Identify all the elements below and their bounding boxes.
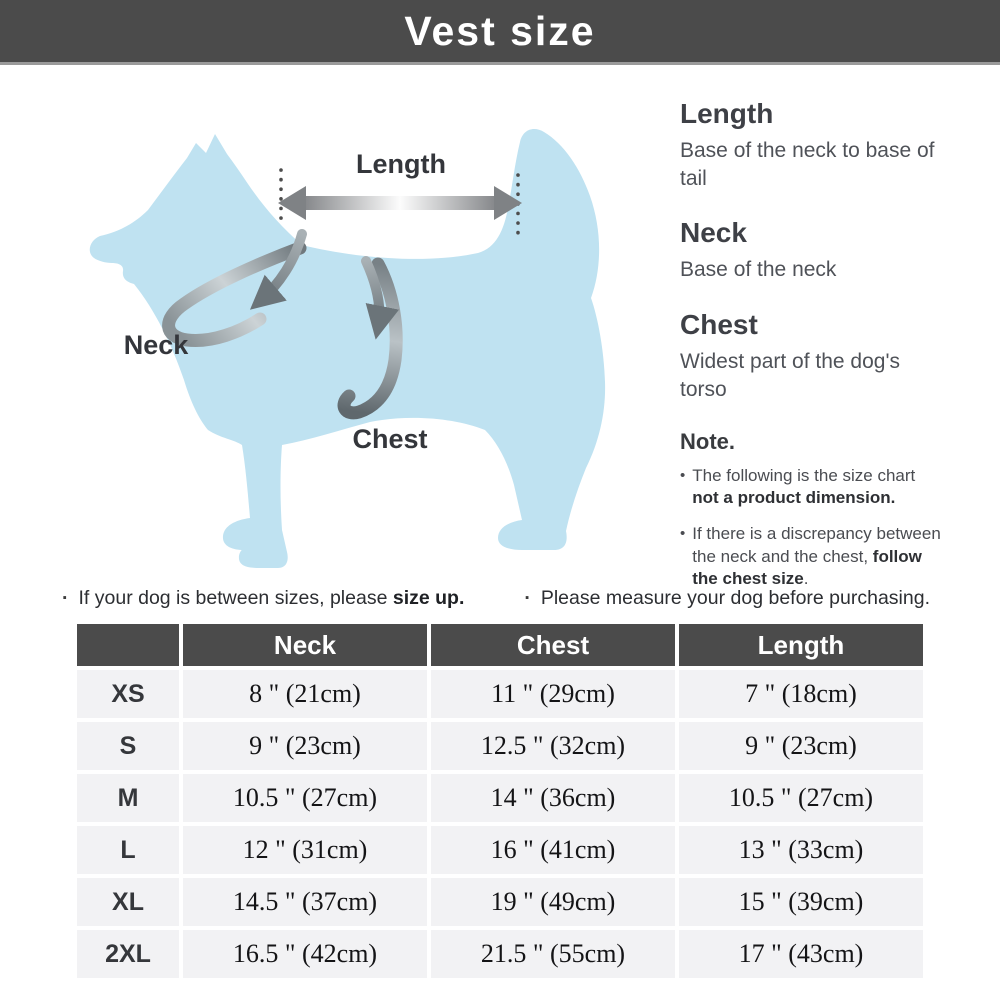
table-row (77, 722, 923, 770)
note-bullet-2 (680, 523, 946, 590)
size-table-header-row (77, 624, 923, 666)
bullet-icon: · (62, 587, 69, 609)
definitions-column (680, 98, 946, 605)
definition-neck (680, 217, 946, 284)
length-value-cell: 10.5 " (27cm) (679, 774, 923, 822)
chest-value-cell: 12.5 " (32cm) (431, 722, 675, 770)
neck-value-cell: 9 " (23cm) (183, 722, 427, 770)
table-row (77, 878, 923, 926)
definition-chest (680, 309, 946, 403)
neck-value-cell: 10.5 " (27cm) (183, 774, 427, 822)
length-label: Length (356, 149, 446, 179)
note-heading: Note. (680, 428, 735, 454)
bullet-icon: · (524, 587, 531, 609)
chest-value-cell: 19 " (49cm) (431, 878, 675, 926)
table-row (77, 930, 923, 978)
size-label-cell: XL (77, 878, 179, 926)
header-cell-neck: Neck (183, 624, 427, 666)
chest-value-cell: 16 " (41cm) (431, 826, 675, 874)
bullet-icon: • (680, 525, 686, 543)
definition-description: Base of the neck (680, 258, 837, 282)
tip-text: If your dog is between sizes, please size up. (78, 587, 465, 609)
chest-value-cell: 21.5 " (55cm) (431, 930, 675, 978)
note-bullet-text: If there is a discrepancy between the neck and the chest, follow the chest size. (692, 524, 941, 589)
definition-term: Length (680, 98, 774, 129)
page-title: Vest size (404, 7, 596, 54)
definition-description: Base of the neck to base of tail (680, 139, 935, 190)
neck-value-cell: 14.5 " (37cm) (183, 878, 427, 926)
definition-description: Widest part of the dog's torso (680, 350, 900, 401)
size-table (73, 620, 927, 982)
note-bullet-text: The following is the size chart not a product dimension. (692, 465, 916, 508)
length-value-cell: 15 " (39cm) (679, 878, 923, 926)
length-value-cell: 17 " (43cm) (679, 930, 923, 978)
definition-term: Chest (680, 309, 758, 341)
bullet-icon: • (680, 466, 686, 484)
header-cell-chest: Chest (431, 624, 675, 666)
title-bar (0, 0, 1000, 65)
tip-measure-first (524, 587, 930, 610)
neck-value-cell: 12 " (31cm) (183, 826, 427, 874)
tip-text: Please measure your dog before purchasing. (540, 587, 930, 609)
header-cell-length: Length (679, 624, 923, 666)
chest-value-cell: 11 " (29cm) (431, 670, 675, 718)
length-value-cell: 9 " (23cm) (679, 722, 923, 770)
tips-row (62, 587, 930, 610)
definition-term: Neck (680, 217, 747, 249)
size-label-cell: XS (77, 670, 179, 718)
size-label-cell: S (77, 722, 179, 770)
length-value-cell: 7 " (18cm) (679, 670, 923, 718)
header-cell-size (77, 624, 179, 666)
neck-label: Neck (123, 330, 189, 360)
chest-value-cell: 14 " (36cm) (431, 774, 675, 822)
neck-value-cell: 8 " (21cm) (183, 670, 427, 718)
size-label-cell: L (77, 826, 179, 874)
size-label-cell: M (77, 774, 179, 822)
table-row (77, 774, 923, 822)
table-row (77, 826, 923, 874)
size-label-cell: 2XL (77, 930, 179, 978)
definition-length (680, 98, 946, 192)
table-row (77, 670, 923, 718)
tip-size-up (62, 587, 464, 610)
chest-label: Chest (352, 424, 428, 454)
size-table-body (77, 670, 923, 978)
length-value-cell: 13 " (33cm) (679, 826, 923, 874)
note-bullet-1 (680, 465, 946, 510)
dog-measurement-diagram (60, 100, 660, 570)
length-measure-arrow (278, 186, 522, 220)
neck-value-cell: 16.5 " (42cm) (183, 930, 427, 978)
